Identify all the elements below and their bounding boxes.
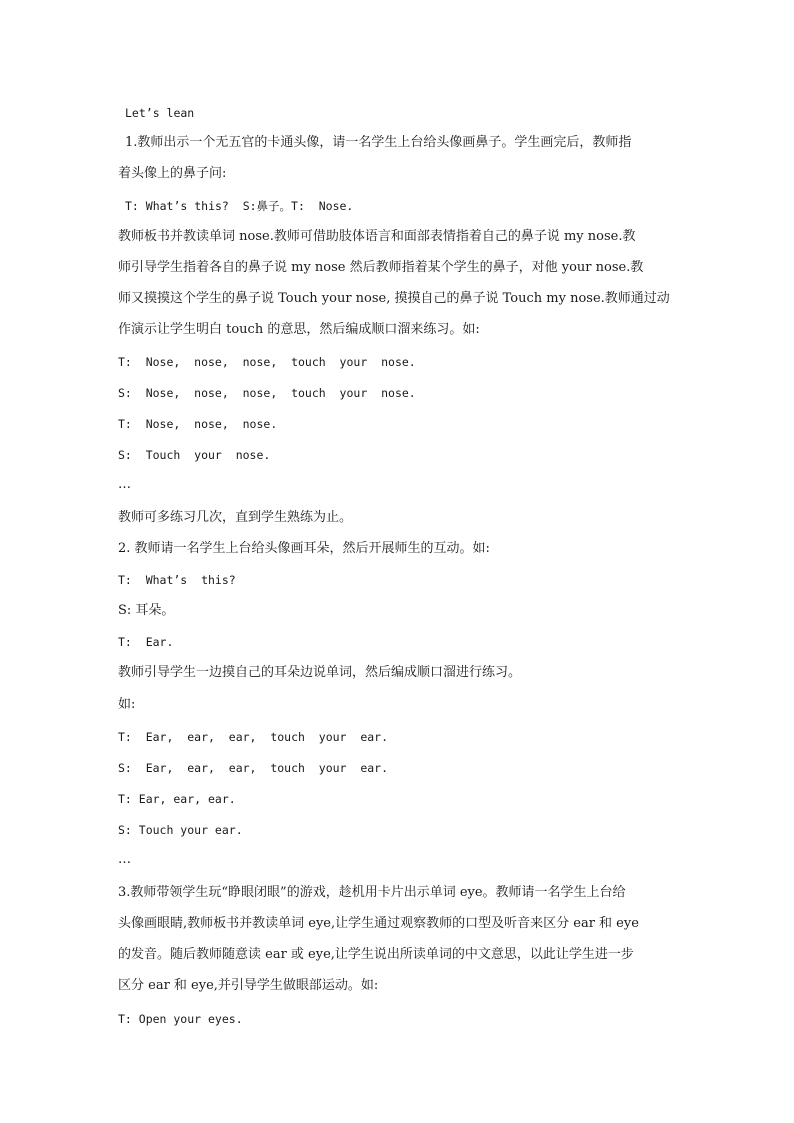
paragraph-line: 师引导学生指着各自的鼻子说 my nose 然后教师指着某个学生的鼻子，对他 your nose.教	[118, 260, 644, 275]
dialogue-line: T: Ear, ear, ear, touch your ear.	[118, 730, 389, 744]
paragraph-line: 1.教师出示一个无五官的卡通头像，请一名学生上台给头像画鼻子。学生画完后，教师指	[125, 135, 632, 150]
paragraph-line: 师又摸摸这个学生的鼻子说 Touch your nose, 摸摸自己的鼻子说 Touch my nose.教师通过动	[118, 291, 670, 306]
paragraph-line: 如:	[118, 697, 136, 712]
paragraph-line: 着头像上的鼻子问:	[118, 166, 227, 181]
paragraph-line: 作演示让学生明白 touch 的意思，然后编成顺口溜来练习。如:	[118, 322, 480, 337]
dialogue-line: T: Open your eyes.	[118, 1012, 243, 1026]
dialogue-line: T: Nose, nose, nose.	[118, 417, 278, 431]
paragraph-line: 2. 教师请一名学生上台给头像画耳朵，然后开展师生的互动。如:	[118, 541, 490, 556]
paragraph-line: 教师板书并教读单词 nose.教师可借助肢体语言和面部表情指着自己的鼻子说 my nose.教	[118, 229, 636, 244]
dialogue-line: S: Touch your nose.	[118, 448, 271, 462]
dialogue-line: S: Touch your ear.	[118, 823, 243, 837]
dialogue-line: T: What’s this? S:鼻子。T: Nose.	[125, 199, 354, 213]
dialogue-line: S: Ear, ear, ear, touch your ear.	[118, 761, 389, 775]
paragraph-line: 3.教师带领学生玩“睁眼闭眼”的游戏，趁机用卡片出示单词 eye。教师请一名学生上台给	[118, 885, 626, 900]
paragraph-line: 教师可多练习几次，直到学生熟练为止。	[118, 510, 353, 525]
paragraph-line: 的发音。随后教师随意读 ear 或 eye,让学生说出所读单词的中文意思，以此让学生进一步	[118, 947, 634, 962]
dialogue-line: S: Nose, nose, nose, touch your nose.	[118, 386, 416, 400]
dialogue-line: T: Ear, ear, ear.	[118, 792, 236, 806]
dialogue-line: T: What’s this?	[118, 573, 236, 587]
dialogue-line: T: Nose, nose, nose, touch your nose.	[118, 355, 416, 369]
ellipsis-line: …	[118, 852, 131, 867]
dialogue-line: T: Ear.	[118, 635, 174, 649]
paragraph-line: 区分 ear 和 eye,并引导学生做眼部运动。如:	[118, 978, 379, 993]
dialogue-line: S: 耳朵。	[118, 603, 175, 618]
paragraph-line: 教师引导学生一边摸自己的耳朵边说单词，然后编成顺口溜进行练习。	[118, 665, 522, 680]
section-heading: Let’s lean	[125, 106, 195, 120]
ellipsis-line: …	[118, 477, 131, 492]
paragraph-line: 头像画眼睛,教师板书并教读单词 eye,让学生通过观察教师的口型及听音来区分 ear 和 eye	[118, 916, 639, 931]
